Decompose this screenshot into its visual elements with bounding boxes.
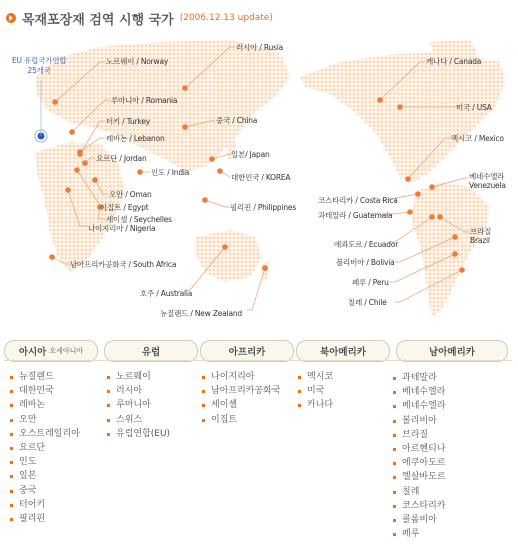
eu-label-line2: 25개국	[27, 66, 51, 75]
label-japan[interactable]: 일본/ Japan	[231, 150, 270, 159]
label-mexico[interactable]: 멕시코 / Mexico	[451, 134, 504, 143]
country-list-item[interactable]: 에쿠아도르	[393, 456, 445, 470]
south-america-shape	[412, 182, 490, 317]
label-nigeria[interactable]: 나이지리아 / Nigeria	[88, 224, 156, 233]
label-korea[interactable]: 대한민국 / KOREA	[231, 173, 291, 182]
country-list-item[interactable]: 필리핀	[10, 512, 80, 526]
label-seychelles[interactable]: 세이셀 / Seychelles	[106, 215, 172, 224]
bullet-icon	[6, 13, 16, 23]
country-list-item[interactable]: 유럽연합(EU)	[107, 427, 170, 441]
country-list-item[interactable]: 중국	[10, 484, 80, 498]
label-oman[interactable]: 오만 / Oman	[109, 190, 152, 199]
country-list-item[interactable]: 오스트레일리아	[10, 427, 80, 441]
country-list-item[interactable]: 콜롬비아	[393, 513, 445, 527]
country-list-item[interactable]: 볼리비아	[393, 414, 445, 428]
country-list-item[interactable]: 아르헨티나	[393, 442, 445, 456]
country-list-item[interactable]: 노르웨이	[107, 370, 170, 384]
country-list-item[interactable]: 요르단	[10, 441, 80, 455]
tab-divider	[4, 360, 512, 361]
label-canada[interactable]: 캐나다 / Canada	[426, 57, 482, 66]
label-usa[interactable]: 미국 / USA	[456, 103, 492, 112]
tab-africa[interactable]	[200, 340, 294, 362]
page-header	[6, 9, 273, 27]
country-list-item[interactable]: 칠레	[393, 485, 445, 499]
label-bolivia[interactable]: 볼리비아 / Bolivia	[336, 258, 395, 267]
label-guatemala[interactable]: 과테말라 / Guatemala	[318, 211, 393, 220]
tab-africa-label: 아프리카	[228, 347, 266, 358]
label-romania[interactable]: 루마니아 / Romania	[111, 96, 178, 105]
label-brazil[interactable]	[470, 227, 491, 245]
country-list-item[interactable]: 일본	[10, 469, 80, 483]
country-list-item[interactable]: 엘살바도르	[393, 470, 445, 484]
label-lebanon[interactable]: 레바논 / Lebanon	[106, 134, 165, 143]
country-list-item[interactable]: 오만	[10, 413, 80, 427]
label-venezuela-ko: 베네수엘라	[469, 172, 505, 181]
label-india[interactable]: 인도 / India	[151, 168, 190, 177]
country-list-item[interactable]: 페루	[393, 527, 445, 541]
country-list-item[interactable]: 베네수엘라	[393, 385, 445, 399]
label-ecuador[interactable]: 에콰도르 / Ecuador	[334, 240, 399, 249]
update-date: (2006.12.13 update)	[179, 13, 273, 23]
country-list-item[interactable]: 루마니아	[107, 398, 170, 412]
country-list-item[interactable]: 인도	[10, 455, 80, 469]
country-list-item[interactable]: 미국	[298, 384, 333, 398]
label-peru[interactable]: 페루 / Peru	[352, 278, 389, 287]
continent-tabs	[4, 340, 514, 362]
new-zealand-shape	[262, 260, 270, 282]
world-map	[0, 32, 518, 332]
australia-shape	[195, 230, 262, 282]
label-australia[interactable]: 호주 / Australia	[140, 289, 193, 298]
label-new-zealand[interactable]: 뉴질랜드 / New Zealand	[160, 309, 242, 318]
eu-label-line1: EU 유럽국가연합	[12, 56, 67, 65]
label-south-africa[interactable]: 남아프리카공화국 / South Africa	[70, 260, 177, 269]
tab-europe[interactable]	[104, 340, 198, 362]
label-brazil-ko: 브라질	[470, 227, 492, 236]
label-egypt[interactable]: 이집트 / Egypt	[100, 203, 149, 212]
tab-asia-label: 아시아	[18, 347, 47, 358]
north-america-country-list	[298, 370, 333, 413]
eu-label[interactable]	[12, 56, 66, 76]
country-list-item[interactable]: 카나다	[298, 398, 333, 412]
label-chile[interactable]: 칠레 / Chile	[348, 298, 387, 307]
country-list-item[interactable]: 과테말라	[393, 371, 445, 385]
asia-country-list	[10, 370, 80, 526]
label-venezuela[interactable]	[469, 172, 506, 190]
country-list-item[interactable]: 남아프리카공화국	[202, 384, 281, 398]
africa-country-list	[202, 370, 281, 427]
south-america-country-list	[393, 371, 445, 541]
label-turkey[interactable]: 터키 / Turkey	[106, 117, 150, 126]
label-norway[interactable]: 노르웨이 / Norway	[106, 57, 169, 66]
tab-asia[interactable]	[4, 340, 98, 362]
page-title: 목재포장재 검역 시행 국가	[22, 12, 174, 28]
label-jordan[interactable]: 요르단 / Jordan	[96, 154, 147, 163]
tab-asia-sub: 오세아니아	[49, 347, 84, 355]
tab-north-america-label: 북아메리카	[320, 347, 366, 358]
country-list-item[interactable]: 레바논	[10, 398, 80, 412]
country-list-item[interactable]: 브라질	[393, 428, 445, 442]
label-brazil-en: Brazil	[470, 236, 490, 245]
country-list-item[interactable]: 이집트	[202, 413, 281, 427]
country-list-item[interactable]: 멕시코	[298, 370, 333, 384]
tab-europe-label: 유럽	[141, 347, 161, 358]
tab-south-america-label: 남아메리카	[429, 347, 475, 358]
europe-country-list	[107, 370, 170, 441]
tab-north-america[interactable]	[296, 340, 390, 362]
country-list-item[interactable]: 터어키	[10, 498, 80, 512]
country-list-item[interactable]: 코스타리카	[393, 499, 445, 513]
label-russia[interactable]: 러시아 / Rusia	[236, 43, 284, 52]
country-list-item[interactable]: 세이셸	[202, 398, 281, 412]
country-list-item[interactable]: 대한민국	[10, 384, 80, 398]
country-list-item[interactable]: 러시아	[107, 384, 170, 398]
country-list-item[interactable]: 나이지리아	[202, 370, 281, 384]
tab-south-america[interactable]	[396, 340, 508, 362]
country-list-item[interactable]: 베네수엘라	[393, 399, 445, 413]
north-america-shape	[300, 52, 505, 182]
label-costa-rica[interactable]: 코스타리카 / Costa Rica	[318, 196, 398, 205]
label-venezuela-en: Venezuela	[469, 181, 506, 190]
country-list-item[interactable]: 스위스	[107, 413, 170, 427]
country-list-item[interactable]: 뉴질랜드	[10, 370, 80, 384]
label-philippines[interactable]: 필리핀 / Philippines	[230, 203, 297, 212]
label-china[interactable]: 중국 / China	[216, 116, 258, 125]
